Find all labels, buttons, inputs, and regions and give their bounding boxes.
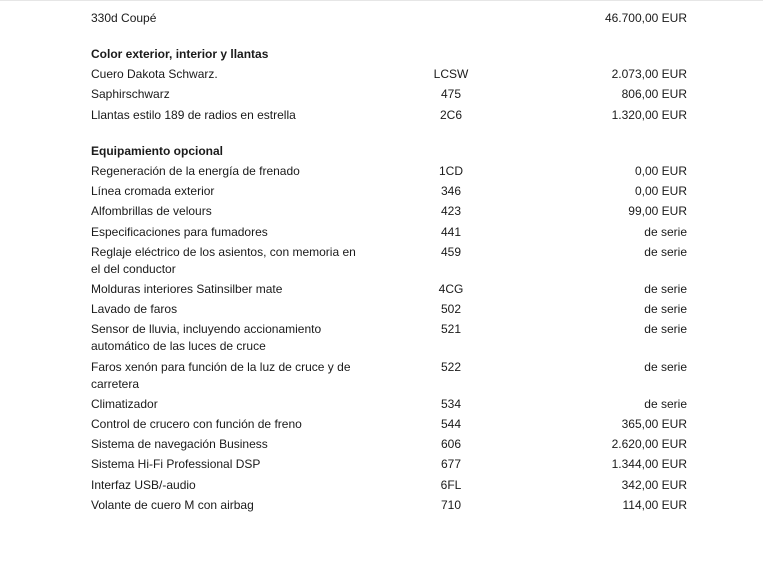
item-price: 114,00 EUR	[622, 498, 687, 512]
item-price: de serie	[644, 322, 687, 336]
section-heading-optional-equipment: Equipamiento opcional	[91, 144, 224, 158]
item-price: de serie	[644, 225, 687, 239]
top-divider	[0, 0, 763, 1]
item-description: Faros xenón para función de la luz de cruce y de carretera	[91, 360, 351, 391]
item-description: Reglaje eléctrico de los asientos, con memoria en el del conductor	[91, 245, 356, 276]
item-price: 0,00 EUR	[634, 184, 687, 198]
item-description: Molduras interiores Satinsilber mate	[91, 282, 283, 296]
item-price: de serie	[644, 397, 687, 411]
item-price: 342,00 EUR	[621, 478, 687, 492]
item-price: 0,00 EUR	[634, 164, 687, 178]
item-code: 423	[440, 204, 462, 218]
item-price: de serie	[644, 302, 687, 316]
item-code: 1CD	[438, 164, 463, 178]
item-description: Especificaciones para fumadores	[91, 225, 268, 239]
item-description: Línea cromada exterior	[91, 184, 215, 198]
item-price: de serie	[644, 360, 687, 374]
item-price: 99,00 EUR	[628, 204, 687, 218]
item-description: Sensor de lluvia, incluyendo accionamiento automático de las luces de cruce	[91, 322, 322, 353]
item-code: 459	[440, 245, 462, 259]
item-code: 534	[440, 397, 462, 411]
item-code: 475	[440, 87, 462, 101]
item-code: 710	[440, 498, 462, 512]
model-price: 46.700,00 EUR	[604, 11, 687, 25]
item-code: 6FL	[440, 478, 462, 492]
item-code: 441	[440, 225, 462, 239]
item-description: Lavado de faros	[91, 302, 178, 316]
item-code: 4CG	[438, 282, 464, 296]
item-description: Sistema de navegación Business	[91, 437, 268, 451]
item-price: 365,00 EUR	[621, 417, 687, 431]
item-price: de serie	[644, 282, 687, 296]
item-code: 677	[440, 457, 462, 471]
item-code: 502	[440, 302, 462, 316]
item-price: 806,00 EUR	[621, 87, 687, 101]
item-code: LCSW	[433, 67, 469, 81]
section-heading-exterior: Color exterior, interior y llantas	[91, 47, 269, 61]
item-description: Sistema Hi-Fi Professional DSP	[91, 457, 261, 471]
item-price: de serie	[644, 245, 687, 259]
model-name: 330d Coupé	[91, 11, 157, 25]
item-description: Cuero Dakota Schwarz.	[91, 67, 218, 81]
item-code: 2C6	[439, 108, 462, 122]
item-description: Llantas estilo 189 de radios en estrella	[91, 108, 296, 122]
item-code: 606	[440, 437, 462, 451]
item-code: 522	[440, 360, 462, 374]
item-code: 521	[440, 322, 462, 336]
item-price: 1.320,00 EUR	[611, 108, 687, 122]
item-price: 1.344,00 EUR	[611, 457, 687, 471]
item-description: Interfaz USB/-audio	[91, 478, 196, 492]
item-description: Regeneración de la energía de frenado	[91, 164, 300, 178]
item-description: Control de crucero con función de freno	[91, 417, 302, 431]
item-description: Alfombrillas de velours	[91, 204, 212, 218]
item-description: Volante de cuero M con airbag	[91, 498, 254, 512]
item-price: 2.620,00 EUR	[611, 437, 687, 451]
item-price: 2.073,00 EUR	[611, 67, 687, 81]
item-description: Climatizador	[91, 397, 158, 411]
item-description: Saphirschwarz	[91, 87, 170, 101]
item-code: 544	[440, 417, 462, 431]
item-code: 346	[440, 184, 462, 198]
